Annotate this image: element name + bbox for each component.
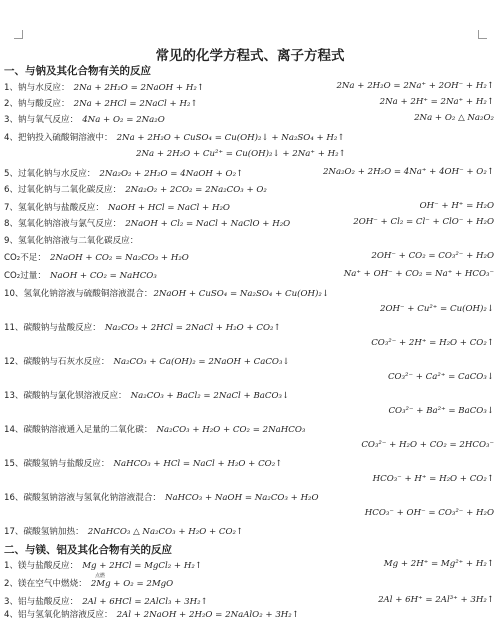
equation-text: NaHCO₃ + NaOH = Na₂CO₃ + H₂O (165, 493, 319, 503)
ionic-equation-14: CO₃²⁻ + H₂O + CO₂ = 2HCO₃⁻ (361, 440, 494, 450)
equation-line-17 (4, 525, 243, 537)
ionic-equation-5: 2Na₂O₂ + 2H₂O = 4Na⁺ + 4OH⁻ + O₂↑ (322, 167, 494, 177)
ionic-equation-7: OH⁻ + H⁺ = H₂O (419, 201, 494, 211)
equation-line-5 (4, 167, 243, 179)
ionic-equation-mg-1: Mg + 2H⁺ = Mg²⁺ + H₂↑ (383, 559, 494, 569)
equation-text: Na₂CO₃ + Ca(OH)₂ = 2NaOH + CaCO₃↓ (113, 357, 290, 367)
equation-label: 12、碳酸钠与石灰水反应： (4, 357, 110, 367)
equation-label: 7、氢氧化钠与盐酸反应： (4, 203, 104, 213)
ionic-equation-2: 2Na + 2H⁺ = 2Na⁺ + H₂↑ (379, 97, 494, 107)
equation-line-2 (4, 97, 198, 109)
equation-text: 2Al + 6HCl = 2AlCl₃ + 3H₂↑ (82, 597, 208, 607)
ionic-equation-11: CO₃²⁻ + 2H⁺ = H₂O + CO₂↑ (371, 338, 494, 348)
equation-text: Na₂CO₃ + H₂O + CO₂ = 2NaHCO₃ (156, 425, 306, 435)
equation-label: 4、把钠投入硫酸铜溶液中： (4, 133, 113, 143)
ionic-equation-9b: Na⁺ + OH⁻ + CO₂ = Na⁺ + HCO₃⁻ (343, 269, 494, 279)
section-heading-sodium: 一、与钠及其化合物有关的反应 (4, 65, 151, 77)
equation-label: 5、过氧化钠与水反应： (4, 169, 96, 179)
equation-text: Na₂CO₃ + BaCl₂ = 2NaCl + BaCO₃↓ (130, 391, 290, 401)
equation-text: 4Na + O₂ = 2Na₂O (82, 115, 165, 125)
ionic-equation-al-3: 2Al + 6H⁺ = 2Al³⁺ + 3H₂↑ (378, 595, 494, 605)
crop-mark-top-right (478, 30, 487, 39)
equation-label: 1、钠与水反应： (4, 83, 70, 93)
ionic-equation-13: CO₃²⁻ + Ba²⁺ = BaCO₃↓ (388, 406, 494, 416)
page-title: 常见的化学方程式、离子方程式 (155, 48, 345, 64)
equation-text: 2Na + 2H₂O + CuSO₄ = Cu(OH)₂↓ + Na₂SO₄ + H₂↑ (116, 133, 345, 143)
equation-label: 15、碳酸氢钠与盐酸反应： (4, 459, 110, 469)
equation-text: 2Al + 2NaOH + 2H₂O = 2NaAlO₂ + 3H₂↑ (116, 610, 299, 620)
equation-label: 16、碳酸氢钠溶液与氢氧化钠溶液混合： (4, 493, 162, 503)
equation-line-9a (4, 251, 189, 263)
ionic-equation-1: 2Na + 2H₂O = 2Na⁺ + 2OH⁻ + H₂↑ (336, 81, 494, 91)
equation-label: 6、过氧化钠与二氧化碳反应： (4, 185, 122, 195)
equation-line-1 (4, 81, 204, 93)
equation-label: 11、碳酸钠与盐酸反应： (4, 323, 101, 333)
equation-line-4 (4, 131, 345, 143)
equation-line-4-ionic: 2Na + 2H₂O + Cu²⁺ = Cu(OH)₂↓ + 2Na⁺ + H₂↑ (136, 149, 346, 159)
equation-text: Mg + 2HCl = MgCl₂ + H₂↑ (82, 561, 203, 571)
equation-line-8 (4, 217, 290, 229)
equation-label: 3、铝与盐酸反应： (4, 597, 79, 607)
equation-line-3 (4, 113, 165, 125)
equation-line-10 (4, 287, 329, 299)
reaction-condition-ignite: 点燃 (95, 573, 106, 579)
equation-text: 2Na₂O₂ + 2H₂O = 4NaOH + O₂↑ (99, 169, 244, 179)
equation-text: 2NaOH + Cl₂ = NaCl + NaClO + H₂O (125, 219, 291, 229)
equation-line-al-3 (4, 595, 208, 607)
equation-label: 14、碳酸钠溶液通入足量的二氧化碳： (4, 425, 153, 435)
ionic-equation-10: 2OH⁻ + Cu²⁺ = Cu(OH)₂↓ (380, 304, 494, 314)
equation-line-15 (4, 457, 282, 469)
equation-text: 2Na₂O₂ + 2CO₂ = 2Na₂CO₃ + O₂ (125, 185, 267, 195)
equation-label: CO₂过量： (4, 271, 46, 281)
equation-label: 1、镁与盐酸反应： (4, 561, 79, 571)
equation-line-16 (4, 491, 319, 503)
equation-line-12 (4, 355, 290, 367)
equation-line-al-4 (4, 608, 299, 620)
equation-text: Na₂CO₃ + 2HCl = 2NaCl + H₂O + CO₂↑ (104, 323, 281, 333)
ionic-equation-8: 2OH⁻ + Cl₂ = Cl⁻ + ClO⁻ + H₂O (353, 217, 494, 227)
equation-label: CO₂不足： (4, 253, 46, 263)
equation-text: NaHCO₃ + HCl = NaCl + H₂O + CO₂↑ (113, 459, 283, 469)
equation-line-mg-1 (4, 559, 202, 571)
equation-text: 2Na + 2HCl = 2NaCl + H₂↑ (73, 99, 198, 109)
ionic-equation-15: HCO₃⁻ + H⁺ = H₂O + CO₂↑ (372, 474, 494, 484)
equation-text: NaOH + HCl = NaCl + H₂O (108, 203, 230, 213)
equation-line-7 (4, 201, 230, 213)
equation-label: 2、钠与酸反应： (4, 99, 70, 109)
equation-line-9b (4, 269, 157, 281)
equation-line-14 (4, 423, 305, 435)
section-heading-magnesium-aluminum: 二、与镁、铝及其化合物有关的反应 (4, 544, 172, 556)
equation-label: 9、氢氧化钠溶液与二氧化碳反应： (4, 236, 139, 246)
equation-label: 17、碳酸氢钠加热： (4, 527, 84, 537)
ionic-equation-16: HCO₃⁻ + OH⁻ = CO₃²⁻ + H₂O (364, 508, 494, 518)
equation-line-6 (4, 183, 267, 195)
equation-label: 13、碳酸钠与氯化钡溶液反应： (4, 391, 127, 401)
equation-text: 2Na + 2H₂O = 2NaOH + H₂↑ (73, 83, 204, 93)
equation-text: 2NaOH + CO₂ = Na₂CO₃ + H₂O (50, 253, 189, 263)
equation-label: 3、钠与氧气反应： (4, 115, 79, 125)
equation-label: 4、铝与氢氧化钠溶液反应： (4, 610, 113, 620)
ionic-equation-3: 2Na + O₂ △ Na₂O₂ (414, 113, 494, 123)
equation-text: 2Mg + O₂ = 2MgO (90, 579, 174, 589)
equation-text: 2NaOH + CuSO₄ = Na₂SO₄ + Cu(OH)₂↓ (153, 289, 330, 299)
equation-text: 2NaHCO₃ △ Na₂CO₃ + H₂O + CO₂↑ (87, 527, 244, 537)
equation-line-11 (4, 321, 281, 333)
crop-mark-top-left (14, 30, 23, 39)
ionic-equation-9a: 2OH⁻ + CO₂ = CO₃²⁻ + H₂O (371, 251, 494, 261)
equation-line-mg-2 (4, 577, 173, 589)
equation-line-13 (4, 389, 289, 401)
equation-text: NaOH + CO₂ = NaHCO₃ (50, 271, 157, 281)
equation-label: 10、氢氧化钠溶液与硫酸铜溶液混合： (4, 289, 153, 299)
equation-line-9 (4, 234, 138, 246)
ionic-equation-12: CO₃²⁻ + Ca²⁺ = CaCO₃↓ (387, 372, 494, 382)
equation-label: 8、氢氧化钠溶液与氯气反应： (4, 219, 122, 229)
equation-label: 2、镁在空气中燃烧： (4, 579, 87, 589)
